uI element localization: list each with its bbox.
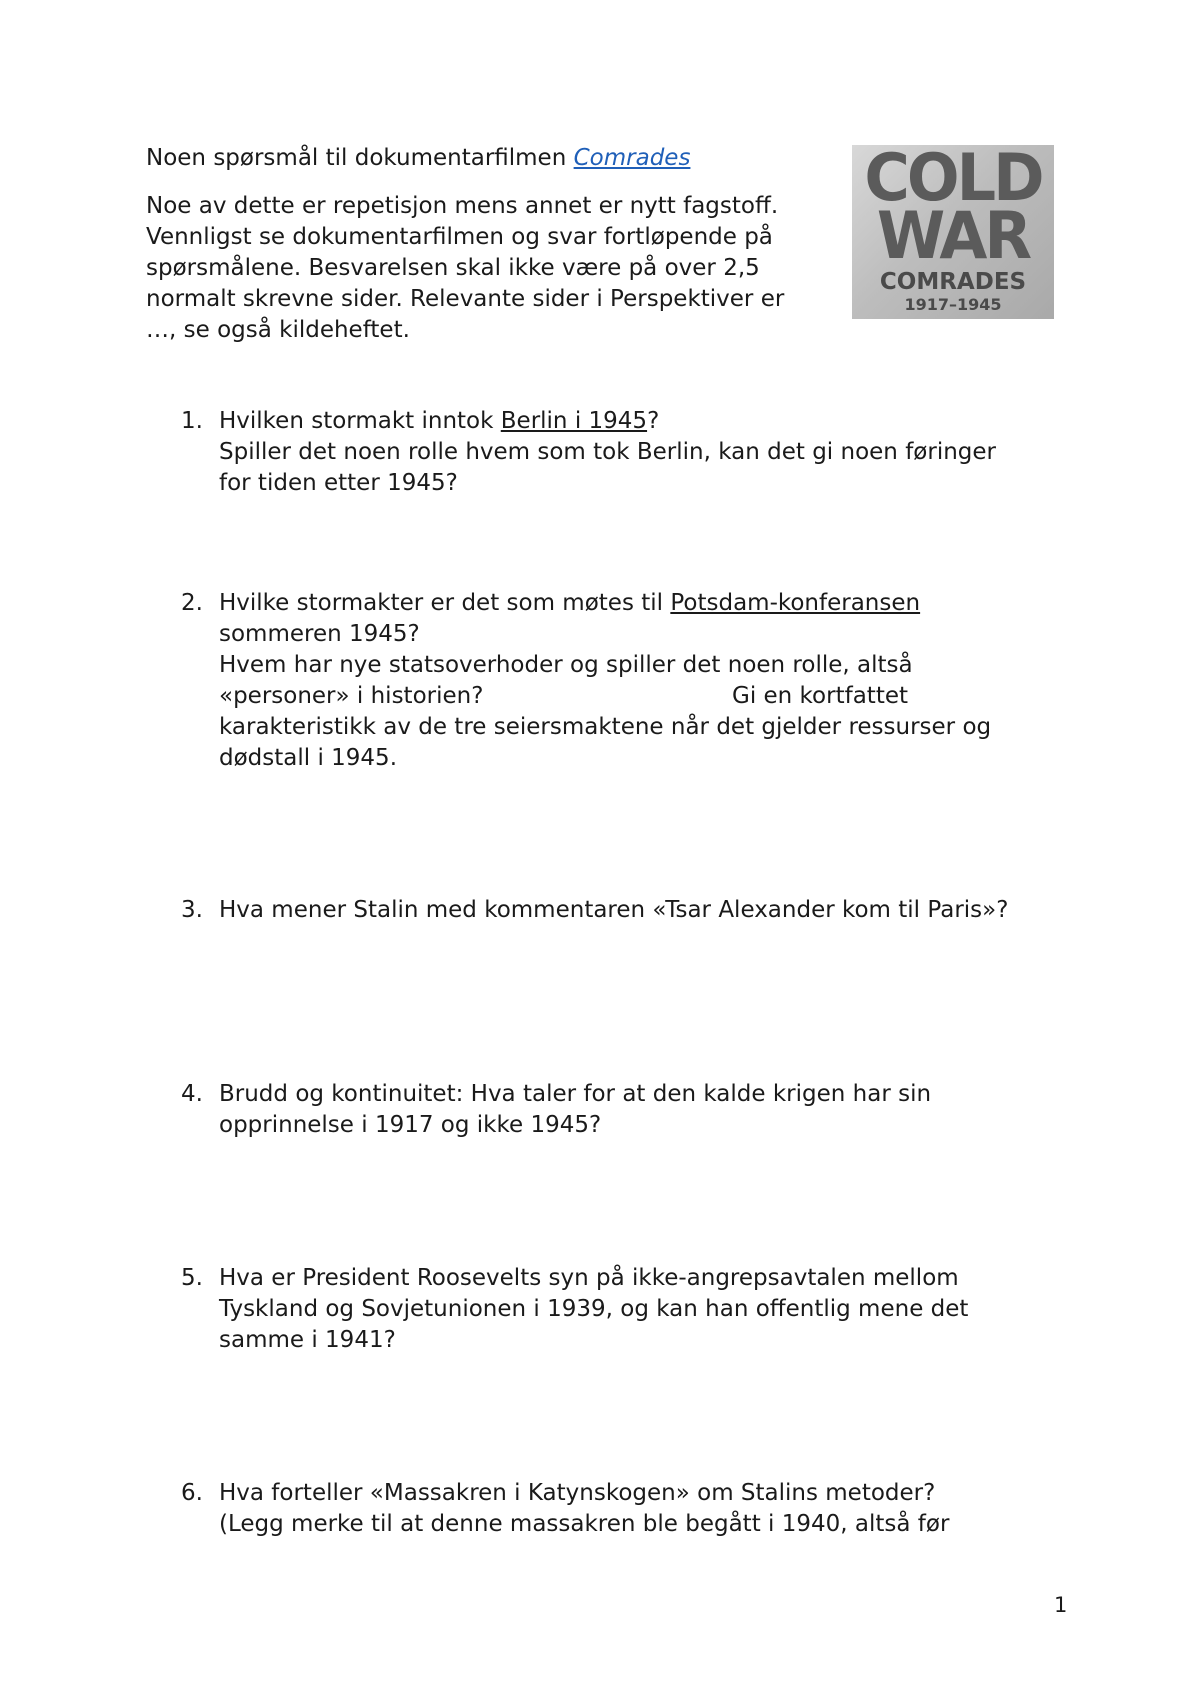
logo-war-text: WAR: [876, 197, 1030, 274]
question-line: samme i 1941?: [219, 1327, 396, 1353]
question-number: 4.: [181, 1081, 203, 1107]
comrades-link[interactable]: Comrades: [573, 145, 691, 171]
question-line: Hva mener Stalin med kommentaren «Tsar Alexander kom til Paris»?: [219, 897, 1009, 923]
cold-war-comrades-logo: [852, 145, 1054, 319]
intro-line: normalt skrevne sider. Relevante sider i Perspektiver er: [146, 286, 785, 312]
logo-years-text: 1917–1945: [904, 295, 1002, 314]
question-text: [219, 406, 1119, 499]
question-number: 2.: [181, 590, 203, 616]
question-line: Hvilken stormakt inntok: [219, 408, 501, 434]
question-line: karakteristikk av de tre seiersmaktene når det gjelder ressurser og: [219, 714, 992, 740]
question-line: opprinnelse i 1917 og ikke 1945?: [219, 1112, 602, 1138]
logo-comrades-text: COMRADES: [879, 269, 1027, 295]
question-text: [219, 1263, 1119, 1356]
question-number: 5.: [181, 1265, 203, 1291]
question-text: [219, 588, 1119, 774]
logo-cold-text: COLD: [864, 145, 1042, 216]
intro-title: [146, 143, 690, 173]
question-line: «personer» i historien? Gi en kortfattet: [219, 683, 909, 709]
question-line: dødstall i 1945.: [219, 745, 398, 771]
intro-paragraph: [146, 191, 846, 346]
question-text: [219, 1079, 1119, 1141]
question-number: 3.: [181, 897, 203, 923]
question-line: Hvem har nye statsoverhoder og spiller det noen rolle, altså: [219, 652, 913, 678]
question-line-end: ?: [647, 408, 660, 434]
question-line: (Legg merke til at denne massakren ble begått i 1940, altså før: [219, 1511, 950, 1537]
question-text: [219, 895, 1119, 926]
question-line: Tyskland og Sovjetunionen i 1939, og kan han offentlig mene det: [219, 1296, 969, 1322]
page-number: 1: [1054, 1593, 1068, 1617]
intro-line: spørsmålene. Besvarelsen skal ikke være på over 2,5: [146, 255, 760, 281]
question-text: [219, 1478, 1119, 1540]
question-line: Hva forteller «Massakren i Katynskogen» om Stalins metoder?: [219, 1480, 936, 1506]
berlin-link[interactable]: Berlin i 1945: [500, 408, 648, 434]
intro-line: Vennligst se dokumentarfilmen og svar fortløpende på: [146, 224, 773, 250]
question-line: for tiden etter 1945?: [219, 470, 458, 496]
question-line: Spiller det noen rolle hvem som tok Berlin, kan det gi noen føringer: [219, 439, 996, 465]
question-line: Hva er President Roosevelts syn på ikke-angrepsavtalen mellom: [219, 1265, 959, 1291]
question-line: Hvilke stormakter er det som møtes til: [219, 590, 671, 616]
potsdam-link[interactable]: Potsdam-konferansen: [670, 590, 921, 616]
intro-title-text: Noen spørsmål til dokumentarfilmen: [146, 145, 574, 171]
question-number: 1.: [181, 408, 203, 434]
intro-line: …, se også kildeheftet.: [146, 317, 410, 343]
question-line: Brudd og kontinuitet: Hva taler for at den kalde krigen har sin: [219, 1081, 932, 1107]
intro-line: Noe av dette er repetisjon mens annet er nytt fagstoff.: [146, 193, 779, 219]
question-number: 6.: [181, 1480, 203, 1506]
question-line: sommeren 1945?: [219, 621, 420, 647]
